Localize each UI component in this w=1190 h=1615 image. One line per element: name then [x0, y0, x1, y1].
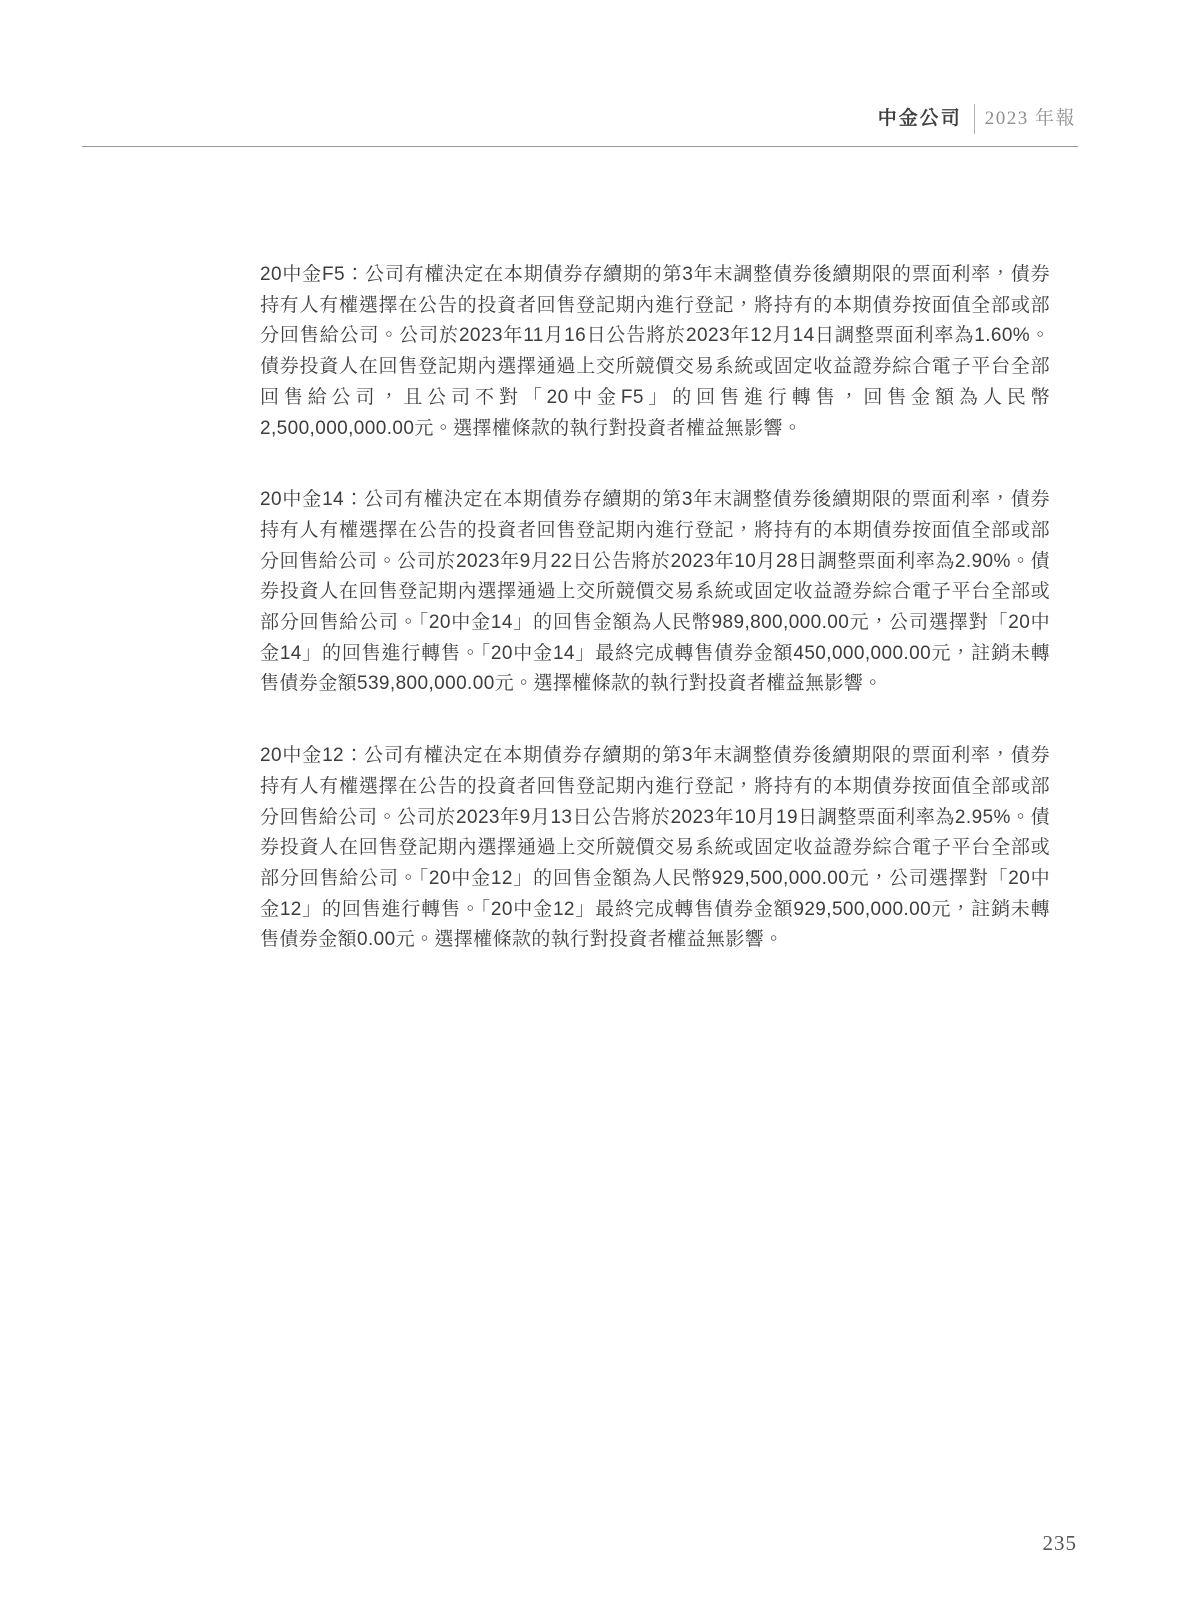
page-number: 235	[1042, 1531, 1077, 1555]
paragraph-20-zhongjin-14: 20中金14：公司有權決定在本期債券存續期的第3年末調整債券後續期限的票面利率，債券持有人有權選擇在公告的投資者回售登記期內進行登記，將持有的本期債券按面值全部或部分回售給公司。公司於2023年9月22日公告將於2023年10月28日調整票面利率為2.90%。債券投資人在回售登記期內選擇通過上交所競價交易系統或固定收益證券綜合電子平台全部或部分回售給公司。「20中金14」的回售金額為人民幣989,800,000.00元，公司選擇對「20中金14」的回售進行轉售。「20中金14」最終完成轉售債券金額450,000,000.00元，註銷未轉售債券金額539,800,000.00元。選擇權條款的執行對投資者權益無影響。	[260, 489, 1050, 695]
page-header	[878, 104, 1076, 134]
header-divider	[974, 104, 975, 134]
paragraph-20-zhongjin-f5: 20中金F5：公司有權決定在本期債券存續期的第3年末調整債券後續期限的票面利率，債券持有人有權選擇在公告的投資者回售登記期內進行登記，將持有的本期債券按面值全部或部分回售給公司。公司於2023年11月16日公告將於2023年12月14日調整票面利率為1.60%。債券投資人在回售登記期內選擇通過上交所競價交易系統或固定收益證券綜合電子平台全部回售給公司，且公司不對「20中金F5」的回售進行轉售，回售金額為人民幣2,500,000,000.00元。選擇權條款的執行對投資者權益無影響。	[260, 264, 1050, 439]
company-name: 中金公司	[877, 108, 962, 129]
report-year: 2023 年報	[984, 108, 1076, 129]
document-body	[260, 260, 1050, 997]
header-rule	[82, 146, 1078, 147]
paragraph-20-zhongjin-12: 20中金12：公司有權決定在本期債券存續期的第3年末調整債券後續期限的票面利率，債券持有人有權選擇在公告的投資者回售登記期內進行登記，將持有的本期債券按面值全部或部分回售給公司。公司於2023年9月13日公告將於2023年10月19日調整票面利率為2.95%。債券投資人在回售登記期內選擇通過上交所競價交易系統或固定收益證券綜合電子平台全部或部分回售給公司。「20中金12」的回售金額為人民幣929,500,000.00元，公司選擇對「20中金12」的回售進行轉售。「20中金12」最終完成轉售債券金額929,500,000.00元，註銷未轉售債券金額0.00元。選擇權條款的執行對投資者權益無影響。	[260, 745, 1050, 951]
